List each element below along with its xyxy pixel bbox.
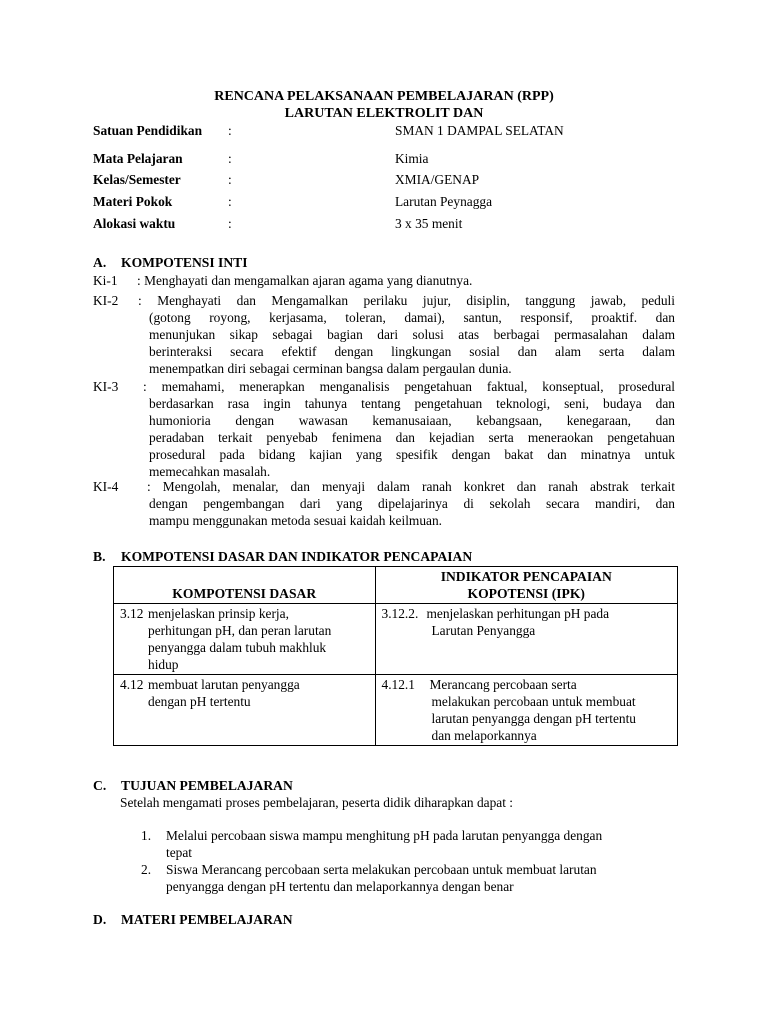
table-header-row [114,567,678,604]
list-line: tepat [166,845,193,860]
kd-number: 3.12 [120,606,144,621]
info-colon: : [228,216,232,231]
ki-line: (gotong royong, kerjasama, toleran, damai), santun, responsif, proaktif. dan [149,310,675,325]
ipk-column-header [375,567,678,604]
section-title: KOMPOTENSI INTI [121,255,248,270]
ki-item-2 [93,292,675,378]
info-value: XMIA/GENAP [395,172,480,187]
ki-line: dengan pengembangan dari yang dipelajarinya di sekolah secara mandiri, dan [149,496,675,511]
info-label: Satuan Pendidikan [93,123,203,138]
table-row [114,675,678,746]
section-b-heading [93,548,472,565]
info-row-satuan [93,122,693,142]
info-value: Larutan Peynagga [395,194,493,209]
ipk-line: Merancang percobaan serta [429,677,577,692]
ipk-cell [375,604,678,675]
info-value: 3 x 35 menit [395,216,463,231]
list-number: 1. [141,828,152,843]
ki-line: mampu menggunakan metoda sesuai kaidah keilmuan. [149,513,443,528]
ki-text: : Menghayati dan mengamalkan ajaran agama yang dianutnya. [137,273,473,288]
info-label: Alokasi waktu [93,216,176,231]
ki-line: menempatkan diri sebagai cerminan bangsa dalam pergaulan dunia. [149,361,512,376]
info-label: Kelas/Semester [93,172,181,187]
kd-line: dengan pH tertentu [148,694,251,709]
list-line: Siswa Merancang percobaan serta melakukan percobaan untuk membuat larutan [166,862,597,877]
ki-code: Ki-1 [93,273,118,288]
section-c-intro: Setelah mengamati proses pembelajaran, peserta didik diharapkan dapat : [120,795,514,810]
info-colon: : [228,194,232,209]
ipk-line: Larutan Penyangga [431,623,536,638]
ki-item-4 [93,478,675,530]
ki-text: : Menghayati dan Mengamalkan perilaku jujur, disiplin, tanggung jawab, peduli [138,293,675,308]
kd-line: menjelaskan prinsip kerja, [148,606,289,621]
table-row [114,604,678,675]
info-value: SMAN 1 DAMPAL SELATAN [395,123,564,138]
ki-code: KI-3 [93,379,119,394]
ki-line: memecahkan masalah. [149,464,271,479]
info-colon: : [228,172,232,187]
kd-line: membuat larutan penyangga [148,677,300,692]
ki-continuation [149,309,675,377]
list-line: Melalui percobaan siswa mampu menghitung pH pada larutan penyangga dengan [166,828,603,843]
section-d-heading [93,911,293,928]
section-title: MATERI PEMBELAJARAN [121,912,293,927]
ki-line: berdasarkan rasa ingin tahunya tentang pengetahuan teknologi, seni, budaya dan [149,396,675,411]
kd-line: hidup [148,657,179,672]
info-colon: : [228,151,232,166]
kd-ipk-table [113,566,678,746]
section-letter: C. [93,778,107,793]
kd-cell [114,675,376,746]
ipk-header-line1: INDIKATOR PENCAPAIAN [440,569,612,584]
ki-line: berinteraksi secara efektif dengan lingkungan sosial dan alam serta dalam [149,344,675,359]
doc-title-line2: LARUTAN ELEKTROLIT DAN [284,106,484,121]
list-line: penyangga dengan pH tertentu dan melaporkannya dengan benar [166,879,514,894]
ki-line: peradaban terkait penyebab fenimena dan kejadian serta meneraokan pengetahuan [149,430,675,445]
info-row-mapel [93,150,693,170]
ki-item-1 [93,272,675,290]
ki-code: KI-2 [93,293,119,308]
kd-column-header: KOMPOTENSI DASAR [114,567,376,604]
kd-line: penyangga dalam tubuh makhluk [148,640,327,655]
info-value: Kimia [395,151,429,166]
info-label: Mata Pelajaran [93,151,183,166]
doc-title-line1: RENCANA PELAKSANAAN PEMBELAJARAN (RPP) [214,89,554,104]
ki-continuation [149,395,675,480]
section-title: KOMPOTENSI DASAR DAN INDIKATOR PENCAPAIAN [121,549,473,564]
section-letter: B. [93,549,106,564]
kd-number: 4.12 [120,677,144,692]
info-row-materi [93,193,693,213]
ipk-header-line2: KOPOTENSI (IPK) [467,586,585,601]
ipk-cell [375,675,678,746]
ipk-line: melakukan percobaan untuk membuat [431,694,636,709]
section-title: TUJUAN PEMBELAJARAN [121,778,293,793]
ki-continuation [149,495,675,529]
section-a-heading [93,254,248,271]
kd-line: perhitungan pH, dan peran larutan [148,623,332,638]
info-row-kelas [93,171,693,191]
ipk-number: 3.12.2. [381,606,419,621]
ki-item-3 [93,378,675,478]
ki-line: menunjukan sikap sebagai bagian dari solusi atas berbagai permasalahan dalam [149,327,675,342]
kd-cell [114,604,376,675]
list-text [166,827,676,861]
info-colon: : [228,123,232,138]
ki-text: : memahami, menerapkan menganalisis pengetahuan faktual, konseptual, prosedural [143,379,675,394]
ipk-line: menjelaskan perhitungan pH pada [426,606,610,621]
list-number: 2. [141,862,152,877]
info-label: Materi Pokok [93,194,173,209]
info-row-alokasi [93,215,693,235]
section-c-heading [93,777,293,794]
ipk-line: larutan penyangga dengan pH tertentu [431,711,637,726]
section-letter: D. [93,912,107,927]
ki-text: : Mengolah, menalar, dan menyaji dalam ranah konkret dan ranah abstrak terkait [147,479,675,494]
list-text [166,861,676,895]
ki-code: KI-4 [93,479,119,494]
ipk-line: dan melaporkannya [431,728,537,743]
section-letter: A. [93,255,107,270]
ipk-number: 4.12.1 [381,677,415,692]
ki-line: prosedural pada bidang kajian yang spesifik dengan bakat dan minatnya untuk [149,447,675,462]
ki-line: humonioria dengan wawasan kemanusaiaan, kebangsaan, kenegaraan, dan [149,413,675,428]
